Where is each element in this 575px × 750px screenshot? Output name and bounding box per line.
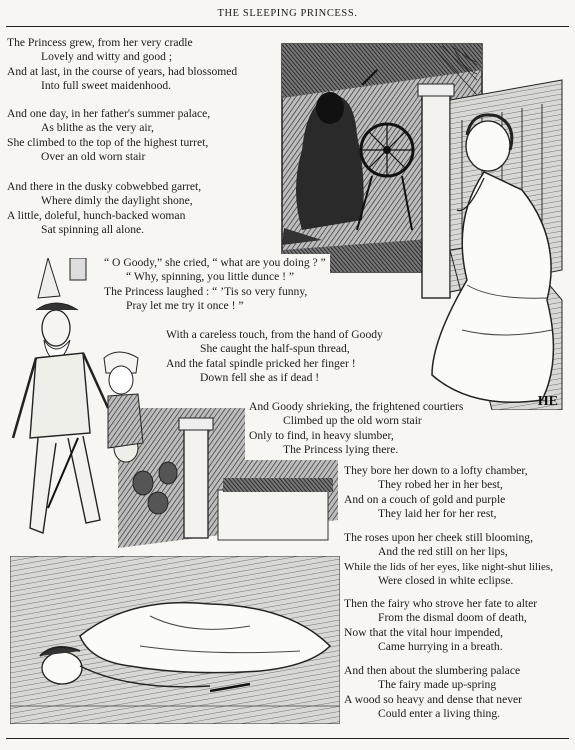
stanza-line: Could enter a living thing. [378,707,501,721]
stanza-line: The Princess laughed : “ ’Tis so very funny, [104,284,308,298]
stanza-line: From the dismal doom of death, [378,611,527,625]
stanza-line: Then the fairy who strove her fate to alter [344,597,538,610]
stanza-6 [245,398,467,460]
stanza-line: As blithe as the very air, [41,121,154,135]
stanza-line: She caught the half-spun thread, [200,342,350,356]
title-rule [6,26,569,27]
stanza-line: Came hurrying in a breath. [378,640,503,654]
courtier-figure [13,258,108,533]
stanza-5 [162,326,387,388]
stanza-line: A wood so heavy and dense that never [344,692,523,706]
stanza-2 [7,107,210,165]
stanza-line: With a careless touch, from the hand of Goody [166,328,383,341]
stanza-line: Where dimly the daylight shone, [41,194,193,208]
stanza-3 [7,180,201,238]
stanza-1 [7,36,237,94]
stanza-line: And one day, in her father's summer palace, [7,107,211,120]
second-courtier [104,352,143,448]
stanza-10 [344,664,522,722]
stanza-line: And the red still on her lips, [378,545,508,559]
stanza-line: Lovely and witty and good ; [41,50,173,64]
stanza-line: And the fatal spindle pricked her finger ! [166,356,356,370]
stanza-line: And then about the slumbering palace [344,664,521,677]
ornament [70,258,86,280]
stanza-line: Over an old worn stair [41,150,146,164]
stanza-line: “ Why, spinning, you little dunce ! ” [126,270,295,284]
bottom-rule [6,738,569,739]
stanza-line: While the lids of her eyes, like night-shut lilies, [344,560,553,573]
stanza-line: Into full sweet maidenhood. [41,79,172,93]
stanza-line: She climbed to the top of the highest turret, [7,135,209,149]
stanza-line: And at last, in the course of years, had blossomed [7,64,238,78]
artist-monogram: HE [537,394,558,409]
stanza-line: They bore her down to a lofty chamber, [344,464,528,477]
stanza-line: They robed her in her best, [378,478,503,492]
stanza-8 [344,531,553,589]
stanza-line: Only to find, in heavy slumber, [249,428,394,442]
stanza-line: Pray let me try it once ! ” [126,299,244,313]
stanza-line: Climbed up the old worn stair [283,414,422,428]
stanza-line: The roses upon her cheek still blooming, [344,531,534,544]
stanza-line: And on a couch of gold and purple [344,492,506,506]
stanza-line: Sat spinning all alone. [41,223,145,237]
page-title: THE SLEEPING PRINCESS. [217,8,358,19]
stanza-line: They laid her for her rest, [378,507,497,521]
stanza-line: The Princess grew, from her very cradle [7,36,193,49]
stanza-line: Now that the vital hour impended, [344,625,504,639]
stanza-line: “ O Goody,” she cried, “ what are you doing ? ” [104,256,326,269]
stanza-line: Were closed in white eclipse. [378,574,514,588]
stanza-line: And there in the dusky cobwebbed garret, [7,180,202,193]
stanza-7 [344,464,528,522]
stanza-9 [344,597,537,655]
stanza-line: And Goody shrieking, the frightened courtiers [249,400,464,413]
stanza-4 [100,254,330,316]
stanza-line: Down fell she as if dead ! [200,371,320,385]
stanza-line: The fairy made up-spring [378,678,497,692]
illustration-fallen-princess [10,556,340,724]
stanza-line: A little, doleful, hunch-backed woman [7,208,186,222]
stanza-line: The Princess lying there. [283,443,399,457]
